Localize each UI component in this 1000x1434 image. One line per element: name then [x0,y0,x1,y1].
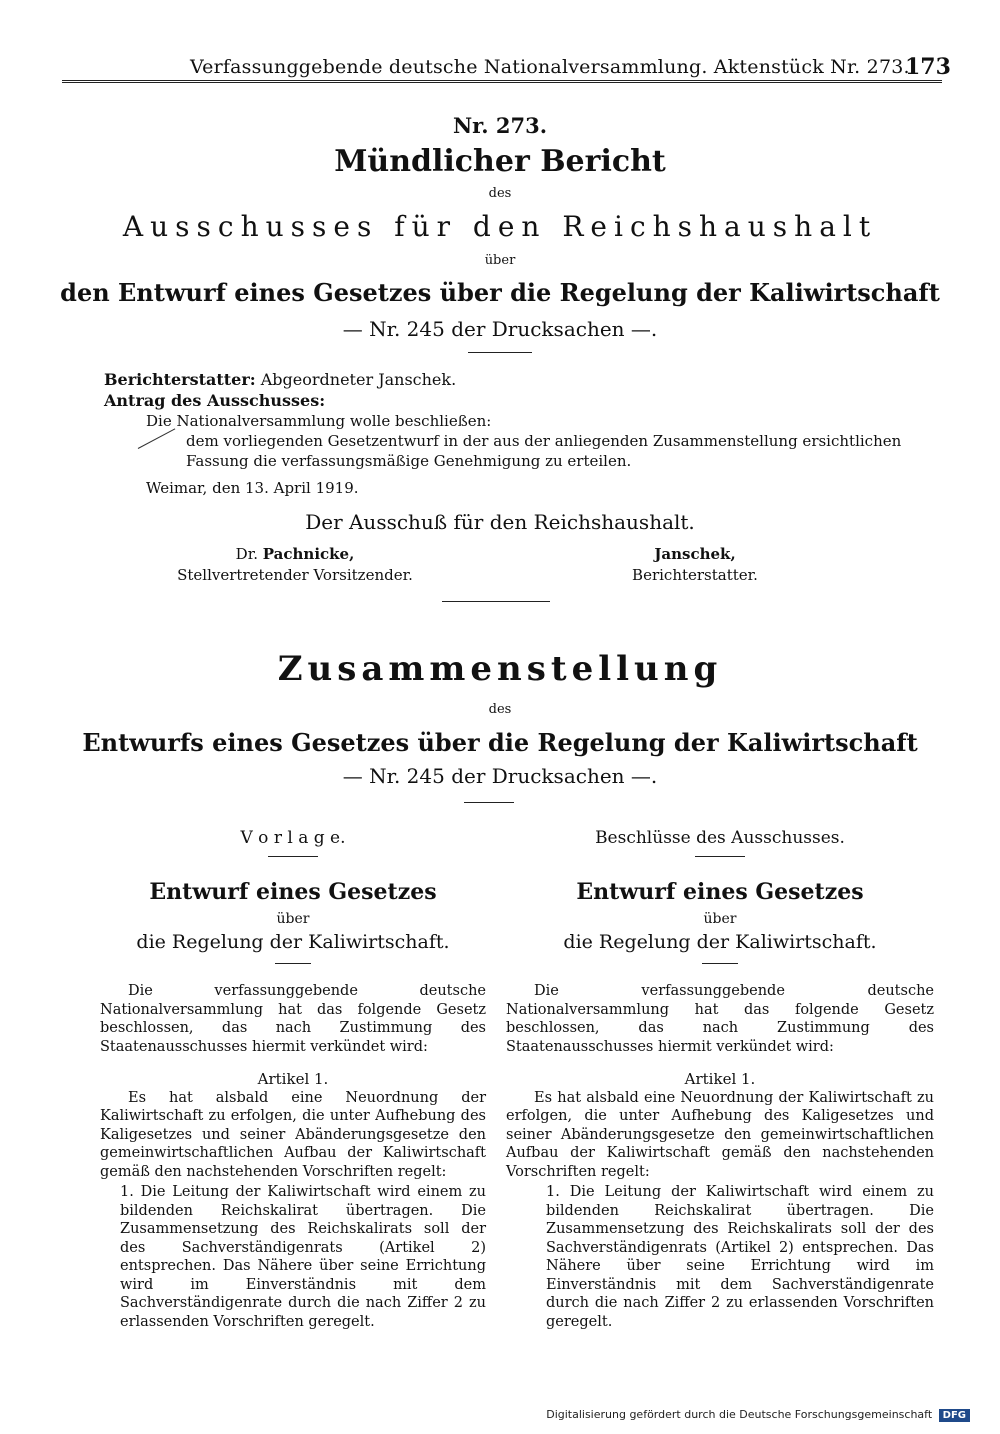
article-heading: Artikel 1. [257,1070,329,1088]
report-number: Nr. 273. [452,113,548,138]
preamble: Die verfassunggebende deutsche Nationalversammlung hat das folgende Gesetz beschlossen, das nach Zustimmung des Staatenausschusses hiermit verkündet wird: [100,983,486,1055]
signer-2-name: Janschek, [654,545,736,563]
margin-mark [138,428,176,449]
article-item-1: 1. Die Leitung der Kaliwirtschaft wird einem zu bildenden Reichskalirat übertragen. Die Zusammensetzung des Reichskalirats soll der des Sachverständigenrats (Artikel 2) entsprechen. Das Nähere über seine Errichtung wird im Einverständnis mit dem Sachverständigenrate durch die nach Ziffer 2 zu erlassenden Vorschriften geregelt. [546,1184,934,1330]
motion-line-2: Fassung die verfassungsmäßige Genehmigung zu erteilen. [186,452,632,470]
motion-intro: Die Nationalversammlung wolle beschließen: [146,412,492,430]
signer-1-surname: Pachnicke, [262,545,355,563]
signer-1-role: Stellvertretender Vorsitzender. [177,566,413,584]
report-title: Mündlicher Bericht [334,144,666,179]
column-heading: V o r l a g e. [240,828,346,848]
divider [468,352,532,353]
divider [268,856,318,857]
header-rule [62,80,942,83]
rapporteur-line [104,369,456,390]
article-text: Es hat alsbald eine Neuordnung der Kaliwirtschaft zu erfolgen, die unter Aufhebung des Kaligesetzes und seiner Abänderungsgesetze den gemeinwirtschaftlichen Aufbau der Kaliwirtschaft gemäß den nachstehenden Vorschriften regelt: [506,1089,934,1180]
section-divider [442,601,550,602]
report-ueber: über [484,253,516,268]
digitization-credit [546,1408,970,1422]
article-item-1: 1. Die Leitung der Kaliwirtschaft wird einem zu bildenden Reichskalirat übertragen. Die Zusammensetzung des Reichskalirats soll der des Sachverständigenrats (Artikel 2) entsprechen. Das Nähere über seine Errichtung wird im Einverständnis mit dem Sachverständigenrate durch die nach Ziffer 2 zu erlassenden Vorschriften geregelt. [120,1184,486,1330]
divider [695,856,745,857]
law-title: Entwurf eines Gesetzes [149,879,437,905]
compilation-des: des [488,702,512,717]
motion-label: Antrag des Ausschusses: [104,391,326,410]
column-beschluesse [506,828,934,1331]
compilation-title: Zusammenstellung [277,649,723,689]
dfg-logo: DFG [939,1409,970,1422]
rapporteur-value: Abgeordneter Janschek. [260,370,457,389]
running-header: Verfassunggebende deutsche Nationalversammlung. Aktenstück Nr. 273. [190,56,910,78]
place-date: Weimar, den 13. April 1919. [146,479,359,497]
committee-name: Ausschusses für den Reichshaushalt [122,210,878,243]
divider [275,963,311,964]
report-des: des [488,186,512,201]
report-subject: den Entwurf eines Gesetzes über die Regelung der Kaliwirtschaft [60,278,940,307]
signer-1-name [170,544,420,564]
motion-line-1: dem vorliegenden Gesetzentwurf in der aus der anliegenden Zusammenstellung ersichtlichen [186,432,902,450]
divider [464,802,514,803]
rapporteur-label: Berichterstatter: [104,370,256,389]
signed-committee: Der Ausschuß für den Reichshaushalt. [305,510,695,534]
law-title: Entwurf eines Gesetzes [576,879,864,905]
page-number: 173 [905,54,951,80]
column-heading: Beschlüsse des Ausschusses. [595,828,845,848]
signer-2-role: Berichterstatter. [632,566,758,584]
article-text: Es hat alsbald eine Neuordnung der Kaliwirtschaft zu erfolgen, die unter Aufhebung des Kaligesetzes und seiner Abänderungsgesetze den gemeinwirtschaftlichen Aufbau der Kaliwirtschaft gemäß den nachstehenden Vorschriften regelt: [100,1089,486,1180]
divider [702,963,738,964]
law-subject: die Regelung der Kaliwirtschaft. [563,931,877,953]
law-ueber: über [703,911,737,927]
article-heading: Artikel 1. [684,1070,756,1088]
preamble: Die verfassunggebende deutsche Nationalversammlung hat das folgende Gesetz beschlossen, das nach Zustimmung des Staatenausschusses hiermit verkündet wird: [506,983,934,1055]
law-ueber: über [276,911,310,927]
credit-text: Digitalisierung gefördert durch die Deutsche Forschungsgemeinschaft [546,1408,933,1421]
compilation-subject: Entwurfs eines Gesetzes über die Regelung der Kaliwirtschaft [82,728,918,757]
column-vorlage [100,828,486,1331]
signer-1-prefix: Dr. [235,545,258,563]
report-reference: — Nr. 245 der Drucksachen —. [342,317,658,341]
compilation-reference: — Nr. 245 der Drucksachen —. [342,764,658,788]
law-subject: die Regelung der Kaliwirtschaft. [136,931,450,953]
